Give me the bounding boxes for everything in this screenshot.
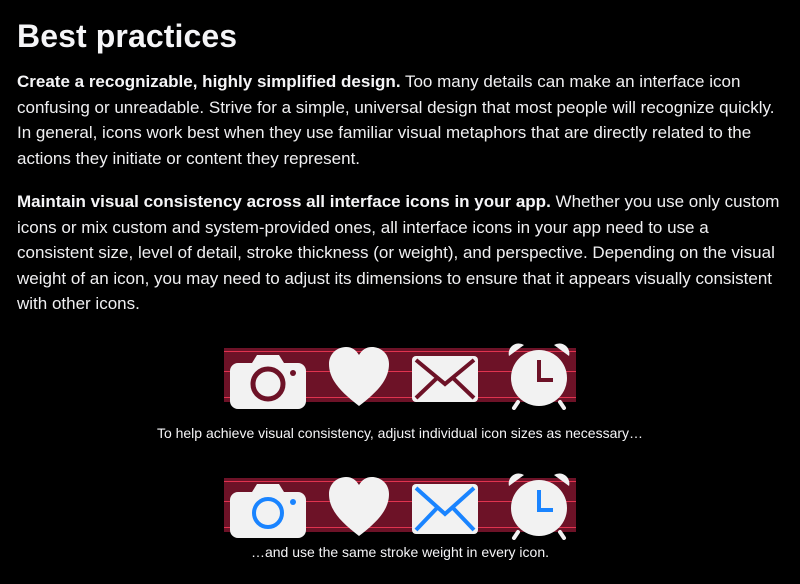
- alarm-clock-icon: [506, 472, 572, 540]
- envelope-icon: [412, 484, 478, 534]
- paragraph-lead: Create a recognizable, highly simplified design.: [17, 72, 401, 91]
- heart-icon: [327, 476, 391, 538]
- camera-icon: [230, 351, 306, 409]
- envelope-icon: [412, 356, 478, 402]
- heart-icon: [327, 346, 391, 408]
- figure-caption: …and use the same stroke weight in every icon.: [250, 544, 550, 560]
- camera-icon: [230, 480, 306, 538]
- paragraph-visual-consistency: [17, 189, 787, 317]
- paragraph-body: Too many details can make an interface icon confusing or unreadable. Strive for a simple, universal design that most people will recognize quickly. In general, icons work best when they use familiar visual metaphors that are directly related to the actions they initiate or content they represent.: [17, 72, 775, 168]
- paragraph-lead: Maintain visual consistency across all interface icons in your app.: [17, 192, 551, 211]
- paragraph-simplified-design: [17, 69, 787, 171]
- section-heading: Best practices: [17, 18, 238, 54]
- figure-caption: To help achieve visual consistency, adjust individual icon sizes as necessary…: [156, 425, 644, 441]
- paragraph-body: Whether you use only custom icons or mix custom and system-provided ones, all interface icons in your app need to use a consistent size, level of detail, stroke thickness (or weight), and perspective. Depending on the visual weight of an icon, you may need to adjust its dimensions to ensure that it appears visually consistent with other icons.: [17, 192, 780, 313]
- alarm-clock-icon: [506, 342, 572, 410]
